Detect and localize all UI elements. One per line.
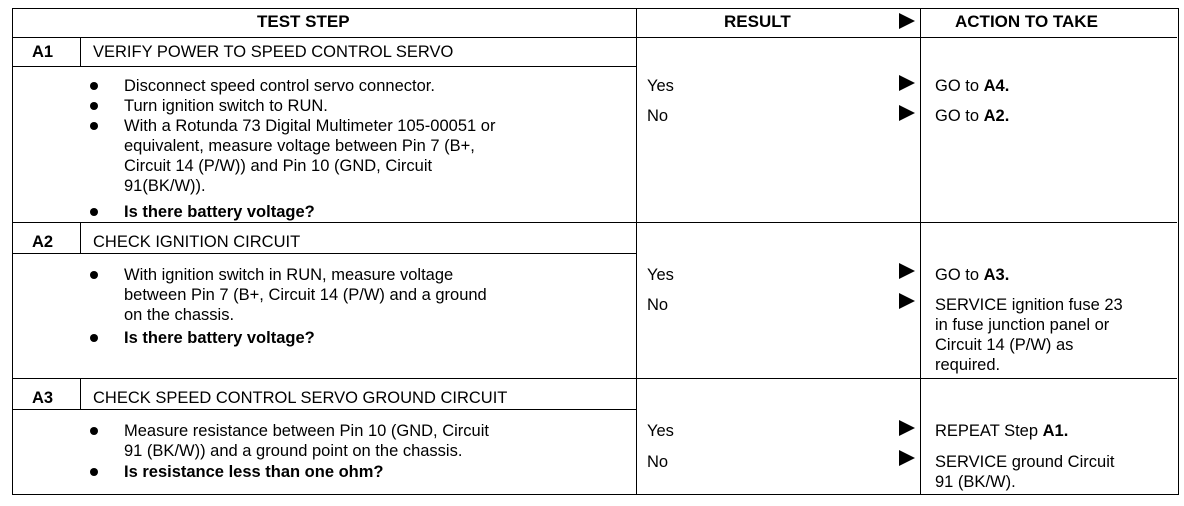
arrow-icon (899, 450, 915, 466)
step-item: Turn ignition switch to RUN. (124, 97, 328, 115)
step-item: Disconnect speed control servo connector. (124, 77, 435, 95)
action-text (935, 452, 1114, 492)
step-question: Is there battery voltage? (124, 203, 315, 221)
id-divider-a3 (80, 378, 81, 409)
action-text: GO to A2. (935, 107, 1010, 125)
item-line: between Pin 7 (B+, Circuit 14 (P/W) and a ground (124, 286, 487, 304)
arrow-icon (899, 293, 915, 309)
item-line: Circuit 14 (P/W)) and Pin 10 (GND, Circuit (124, 157, 433, 175)
step-item (124, 116, 495, 196)
diagnostic-table (12, 8, 1179, 495)
item-line: 91 (BK/W)) and a ground point on the chassis. (124, 442, 463, 460)
bullet-icon (90, 82, 98, 90)
column-divider-action (920, 9, 921, 494)
item-line: 91(BK/W)). (124, 177, 206, 195)
step-item (124, 265, 487, 325)
bullet-icon (90, 271, 98, 279)
arrow-icon (899, 263, 915, 279)
item-line: equivalent, measure voltage between Pin 7 (B+, (124, 137, 475, 155)
arrow-icon (899, 75, 915, 91)
action-text: GO to A3. (935, 266, 1010, 284)
bullet-icon (90, 122, 98, 130)
step-question: Is there battery voltage? (124, 329, 315, 347)
row-divider-a1-a2 (13, 222, 1177, 223)
header-test-step: TEST STEP (257, 12, 350, 31)
step-title: CHECK IGNITION CIRCUIT (93, 233, 301, 251)
item-line: Measure resistance between Pin 10 (GND, Circuit (124, 422, 489, 440)
action-line: 91 (BK/W). (935, 473, 1016, 491)
title-divider-a3 (13, 409, 636, 410)
action-text: REPEAT Step A1. (935, 422, 1069, 440)
header-divider (13, 37, 1177, 38)
result-yes: Yes (647, 422, 674, 440)
arrow-icon (899, 420, 915, 436)
result-no: No (647, 453, 669, 471)
action-line: required. (935, 356, 1001, 374)
title-divider-a1 (13, 66, 636, 67)
bullet-icon (90, 468, 98, 476)
action-line: SERVICE ignition fuse 23 (935, 296, 1123, 314)
step-title: VERIFY POWER TO SPEED CONTROL SERVO (93, 43, 454, 61)
row-divider-a2-a3 (13, 378, 1177, 379)
item-line: With a Rotunda 73 Digital Multimeter 105-00051 or (124, 117, 496, 135)
header-result: RESULT (724, 12, 791, 31)
result-no: No (647, 296, 669, 314)
item-line: With ignition switch in RUN, measure voltage (124, 266, 454, 284)
title-divider-a2 (13, 253, 636, 254)
item-line: on the chassis. (124, 306, 235, 324)
action-line: in fuse junction panel or (935, 316, 1110, 334)
bullet-icon (90, 427, 98, 435)
step-id: A2 (32, 233, 54, 251)
bullet-icon (90, 208, 98, 216)
step-id: A3 (32, 389, 54, 407)
result-yes: Yes (647, 266, 674, 284)
step-item (124, 421, 489, 461)
arrow-icon (899, 105, 915, 121)
action-text: GO to A4. (935, 77, 1010, 95)
header-arrow-icon (899, 13, 915, 29)
action-line: SERVICE ground Circuit (935, 453, 1115, 471)
bullet-icon (90, 102, 98, 110)
action-text (935, 295, 1123, 375)
id-divider-a1 (80, 37, 81, 66)
header-action: ACTION TO TAKE (955, 12, 1098, 31)
result-no: No (647, 107, 669, 125)
bullet-icon (90, 334, 98, 342)
result-yes: Yes (647, 77, 674, 95)
id-divider-a2 (80, 222, 81, 253)
column-divider-result (636, 9, 637, 494)
step-id: A1 (32, 43, 54, 61)
step-title: CHECK SPEED CONTROL SERVO GROUND CIRCUIT (93, 389, 508, 407)
action-line: Circuit 14 (P/W) as (935, 336, 1074, 354)
step-question: Is resistance less than one ohm? (124, 463, 384, 481)
